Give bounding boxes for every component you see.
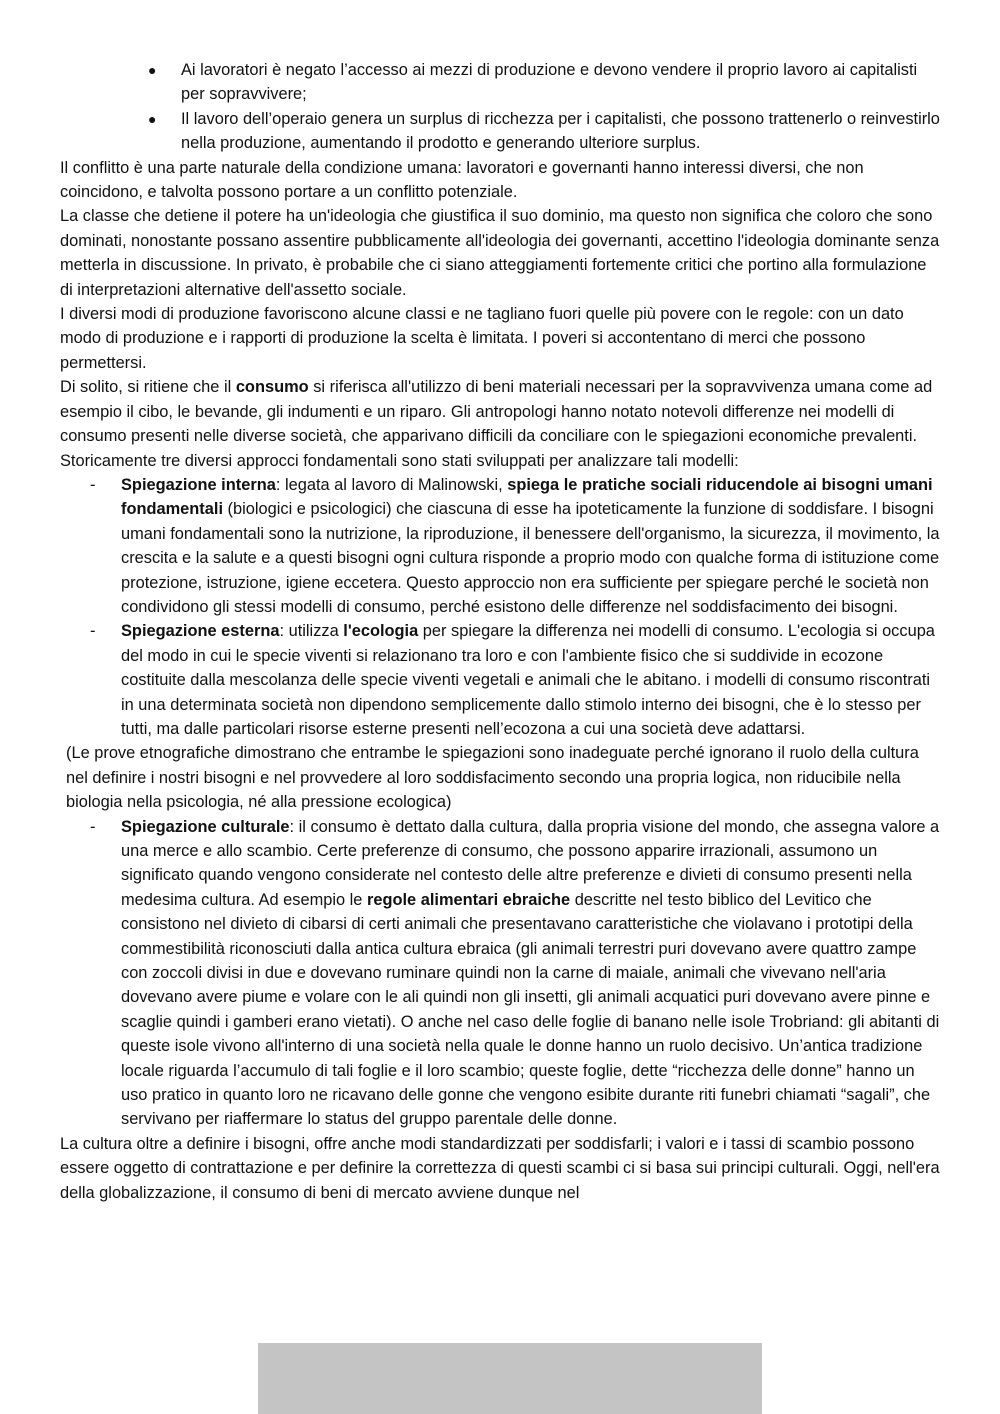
approach-title: Spiegazione culturale: [121, 817, 290, 836]
approach-cultural: - Spiegazione culturale: il consumo è dettato dalla cultura, dalla propria visione del mondo, che assegna valore a una merce e allo scambio. Certe preferenze di consumo, che possono apparire irrazionali, assumono un significato quando vengono considerate nel contesto delle altre preferenze e divieti di consumo presenti nella medesima cultura. Ad esempio le regole alimentari ebraiche descritte nel testo biblico del Levitico che consistono nel divieto di cibarsi di certi animali che presentavano caratteristiche che violavano i prototipi della commestibilità riconosciuti dalla antica cultura ebraica (gli animali terrestri puri dovevano avere quattro zampe con zoccoli divisi in due e dovevano ruminare quindi non la carne di maiale, animali che vivevano nell'aria dovevano avere piume e volare con le ali quindi non gli insetti, gli animali acquatici puri dovevano avere pinne e scaglie quindi i gamberi erano vietati). O anche nel caso delle foglie di banano nelle isole Trobriand: gli abitanti di queste isole vivono all'interno di una società nella quale le donne hanno un ruolo decisivo. Un’antica tradizione locale riguarda l’accumulo di tali foglie e il loro scambio; queste foglie, dette “ricchezza delle donne” hanno un uso pratico in quanto loro ne ricavano delle gonne che vengono esibite durante riti funebri chiamati “sagali”, che servivano per riaffermare lo status del gruppo parentale delle donne.: [60, 815, 940, 1132]
bullet-item: [60, 58, 940, 107]
approach-title: Spiegazione esterna: [121, 622, 280, 641]
bullet-list: [60, 58, 940, 156]
approach-external: - Spiegazione esterna: utilizza l'ecologia per spiegare la differenza nei modelli di consumo. L'ecologia si occupa del modo in cui le specie viventi si relazionano tra loro e con l'ambiente fisico che si suddivide in ecozone costituite dalla mescolanza delle specie viventi vegetali e animali che le abitano. i modelli di consumo riscontrati in una determinata società non dipendono semplicemente dallo stimolo interno dei bisogni, che è lo stesso per tutti, ma dalle particolari risorse esterne presenti nell’ecozona a cui una società deve adattarsi.: [60, 619, 940, 741]
approach-internal: - Spiegazione interna: legata al lavoro di Malinowski, spiega le pratiche sociali riducendole ai bisogni umani fondamentali (biologici e psicologici) che ciascuna di esse ha ipoteticamente la funzione di soddisfare. I bisogni umani fondamentali sono la nutrizione, la riproduzione, il benessere dell'organismo, la sicurezza, il movimento, la crescita e la salute e a questi bisogni ogni cultura risponde a proprio modo con qualche forma di istituzione come protezione, istruzione, igiene eccetera. Questo approccio non era sufficiente per spiegare perché le società non condividono gli stessi modelli di consumo, perché esistono delle differenze nel soddisfacimento dei bisogni.: [60, 473, 940, 619]
term-consumo: consumo: [235, 378, 309, 397]
dash-marker: -: [90, 817, 96, 836]
paragraph-production-modes: I diversi modi di produzione favoriscono alcune classi e ne tagliano fuori quelle più povere con le regole: con un dato modo di produzione e i rapporti di produzione la scelta è limitata. I poveri si accontentano di merci che possono permettersi.: [60, 305, 904, 372]
bullet-icon: ●: [148, 110, 157, 127]
dash-marker: -: [90, 475, 96, 494]
gray-overlay-box: [258, 1343, 762, 1414]
approach-highlight: regole alimentari ebraiche: [366, 890, 571, 909]
paragraph-conflict: Il conflitto è una parte naturale della condizione umana: lavoratori e governanti hanno interessi diversi, che non coincidono, e talvolta possono portare a un conflitto potenziale.: [60, 158, 864, 202]
paragraph-ideology: La classe che detiene il potere ha un'ideologia che giustifica il suo dominio, ma questo non significa che coloro che sono dominati, nonostante possano assentire pubblicamente all'ideologia dei governanti, accettino l'ideologia dominante senza metterla in discussione. In privato, è probabile che ci siano atteggiamenti fortemente critici che portino alla formulazione di interpretazioni alternative dell'assetto sociale.: [60, 207, 940, 299]
dash-marker: -: [90, 622, 96, 641]
approaches-list: [60, 473, 940, 741]
paragraph-consumption: Di solito, si ritiene che il consumo si riferisca all'utilizzo di beni materiali necessari per la sopravvivenza umana come ad esempio il cibo, le bevande, gli indumenti e un riparo. Gli antropologi hanno notato notevoli differenze nei modelli di consumo presenti nelle diverse società, che apparivano difficili da conciliare con le spiegazioni economiche prevalenti. Storicamente tre diversi approcci fondamentali sono stati sviluppati per analizzare tali modelli:: [60, 378, 933, 470]
paragraph-note: (Le prove etnografiche dimostrano che entrambe le spiegazioni sono inadeguate perché ignorano il ruolo della cultura nel definire i nostri bisogni e nel provvedere al loro soddisfacimento secondo una propria logica, non riducibile nella biologia nella psicologia, né alla pressione ecologica): [66, 744, 919, 812]
bullet-text: Il lavoro dell’operaio genera un surplus di ricchezza per i capitalisti, che possono trattenerlo o reinvestirlo nella produzione, aumentando il prodotto e generando ulteriore surplus.: [181, 109, 940, 153]
approach-title: Spiegazione interna: [121, 475, 276, 494]
bullet-item: [60, 107, 940, 156]
approaches-list-cont: [60, 815, 940, 1132]
bullet-icon: ●: [148, 62, 157, 78]
document-page: [60, 58, 940, 1205]
paragraph-culture-needs: La cultura oltre a definire i bisogni, offre anche modi standardizzati per soddisfarli; i valori e i tassi di scambio possono essere oggetto di contrattazione e per definire la correttezza di questi scambi ci si basa sui principi culturali. Oggi, nell'era della globalizzazione, il consumo di beni di mercato avviene dunque nel: [60, 1134, 940, 1202]
approach-highlight: l'ecologia: [343, 622, 419, 641]
approach-highlight: spiega le pratiche sociali riducendole ai bisogni umani fondamentali: [121, 475, 933, 519]
bullet-text: Ai lavoratori è negato l’accesso ai mezzi di produzione e devono vendere il proprio lavoro ai capitalisti per sopravvivere;: [181, 61, 918, 104]
